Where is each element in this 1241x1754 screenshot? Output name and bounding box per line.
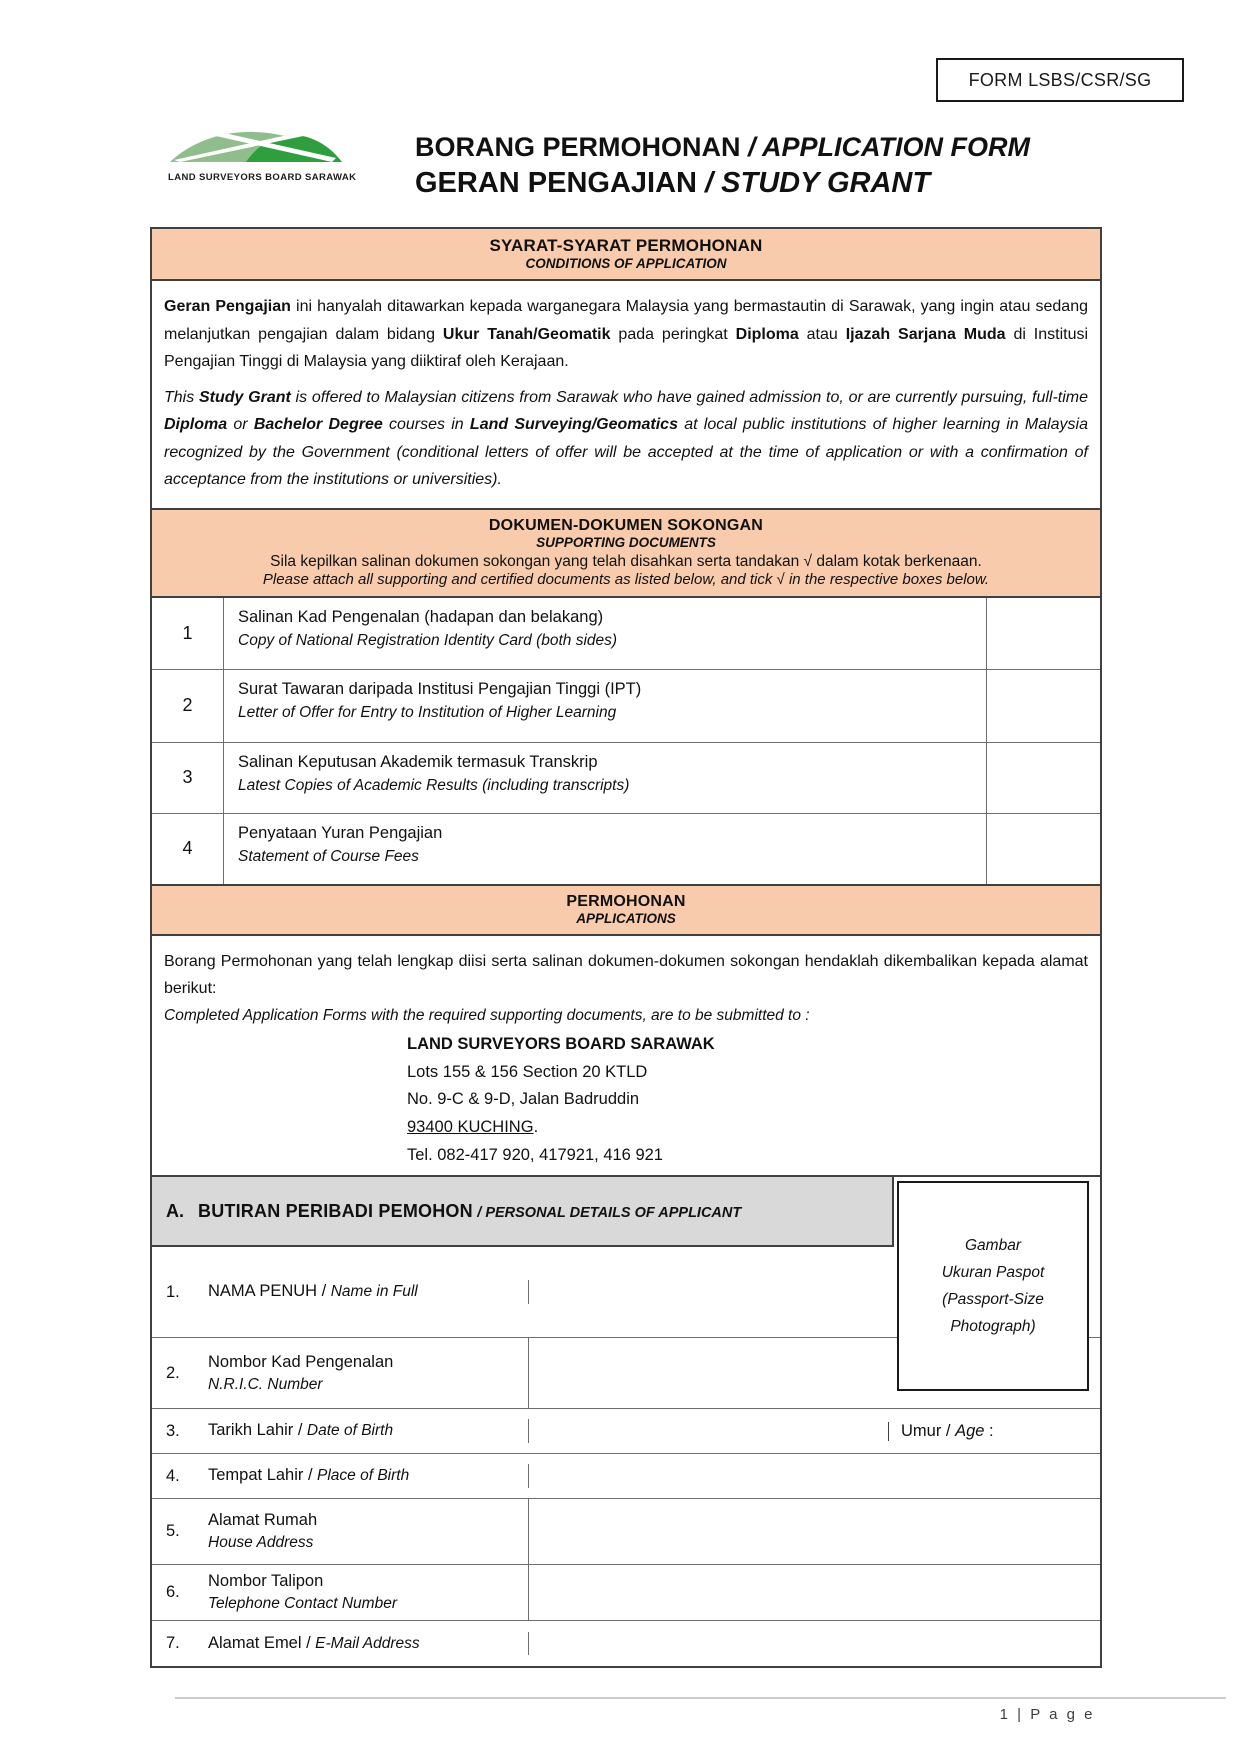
field-email-en: E-Mail Address	[315, 1634, 420, 1652]
field-email-number: 7.	[166, 1634, 180, 1652]
section-a-title	[198, 1201, 741, 1222]
field-row-house-address	[152, 1498, 1100, 1564]
documents-header-band	[152, 508, 1100, 596]
field-nric-label	[152, 1338, 529, 1408]
document-3-tick-box[interactable]	[987, 743, 1100, 813]
field-dob-number: 3.	[166, 1421, 180, 1440]
conditions-body	[152, 279, 1100, 508]
field-dob-ms: Tarikh Lahir /	[208, 1421, 303, 1440]
document-row-3	[152, 742, 1100, 813]
field-name-number: 1.	[166, 1282, 180, 1301]
field-house-address-text	[208, 1509, 317, 1554]
field-nric-number: 2.	[166, 1363, 180, 1382]
document-2-number: 2	[152, 670, 224, 742]
field-dob-text	[208, 1419, 393, 1442]
address-city-underlined: 93400 KUCHING	[407, 1117, 534, 1136]
documents-note-ms: Sila kepilkan salinan dokumen sokongan yang telah disahkan serta tandakan √ dalam kotak berkenaan.	[270, 552, 982, 570]
field-age-label: Umur / Age :	[901, 1421, 994, 1440]
title-line-1	[415, 130, 1030, 165]
address-city	[407, 1114, 1088, 1142]
field-pob-text	[208, 1464, 409, 1487]
address-line-1: Lots 155 & 156 Section 20 KTLD	[407, 1062, 648, 1081]
field-pob-number: 4.	[166, 1466, 180, 1485]
document-4-description	[224, 814, 987, 884]
field-email-ms: Alamat Emel /	[208, 1633, 311, 1652]
field-age-cell[interactable]	[888, 1422, 1100, 1441]
field-phone-ms: Nombor Talipon	[208, 1572, 324, 1591]
documents-note-en: Please attach all supporting and certified documents as listed below, and tick √ in the respective boxes below.	[262, 570, 990, 588]
passport-photo-box	[897, 1181, 1089, 1391]
document-1-number: 1	[152, 598, 224, 669]
document-3-number: 3	[152, 743, 224, 813]
applications-header-band	[152, 884, 1100, 934]
applications-header-en: APPLICATIONS	[576, 910, 676, 926]
document-1-label-ms: Salinan Kad Pengenalan (hadapan dan belakang)	[238, 607, 604, 626]
document-1-description	[224, 598, 987, 669]
document-4-label-ms: Penyataan Yuran Pengajian	[238, 823, 443, 842]
passport-photo-label: Gambar Ukuran Paspot (Passport-Size Photograph)	[941, 1236, 1045, 1336]
document-4-tick-box[interactable]	[987, 814, 1100, 884]
lsbs-logo-icon	[168, 118, 344, 170]
field-phone-number: 6.	[166, 1583, 180, 1601]
title-line1-ms: BORANG PERMOHONAN	[415, 132, 741, 162]
page-number: 1 | P a g e	[999, 1706, 1095, 1723]
document-row-2	[152, 669, 1100, 742]
section-a-title-en: / PERSONAL DETAILS OF APPLICANT	[477, 1204, 742, 1221]
document-3-description	[224, 743, 987, 813]
field-row-dob	[152, 1408, 1100, 1453]
field-row-phone	[152, 1564, 1100, 1620]
field-email-label	[152, 1632, 529, 1655]
submission-address	[407, 1031, 1088, 1197]
address-city-suffix: .	[533, 1117, 539, 1136]
field-house-address-ms: Alamat Rumah	[208, 1511, 318, 1530]
field-name-text	[208, 1280, 418, 1303]
field-dob-en: Date of Birth	[306, 1422, 394, 1440]
field-name-en: Name in Full	[330, 1283, 418, 1301]
title-line1-en: / APPLICATION FORM	[740, 132, 1031, 162]
footer-divider	[175, 1697, 1226, 1699]
conditions-header-band	[152, 229, 1100, 279]
conditions-paragraph-ms: Geran Pengajian ini hanyalah ditawarkan kepada warganegara Malaysia yang bermastautin di Sarawak, yang ingin atau sedang melanjutkan pengajian dalam bidang Ukur Tanah/Geomatik pada peringkat Diploma atau Ijazah Sarjana Muda di Institusi Pengajian Tinggi di Malaysia yang diiktiraf oleh Kerajaan.	[164, 298, 1089, 371]
field-email-text	[208, 1632, 420, 1655]
applications-paragraph-ms: Borang Permohonan yang telah lengkap diisi serta salinan dokumen-dokumen sokongan hendaklah dikembalikan kepada alamat berikut:	[164, 952, 1088, 997]
document-row-1	[152, 596, 1100, 669]
document-2-description	[224, 670, 987, 742]
field-phone-input[interactable]	[529, 1565, 1100, 1620]
field-house-address-input[interactable]	[529, 1499, 1100, 1564]
documents-header-en: SUPPORTING DOCUMENTS	[536, 534, 716, 550]
field-pob-en: Place of Birth	[317, 1467, 410, 1485]
field-name-label	[152, 1280, 529, 1303]
applications-body	[152, 934, 1100, 1213]
field-nric-ms: Nombor Kad Pengenalan	[208, 1352, 394, 1371]
lsbs-logo-caption: LAND SURVEYORS BOARD SARAWAK	[168, 172, 357, 183]
field-nric-en: N.R.I.C. Number	[208, 1375, 323, 1393]
section-a-title-ms: BUTIRAN PERIBADI PEMOHON	[198, 1200, 473, 1221]
conditions-paragraph-en: This Study Grant is offered to Malaysian citizens from Sarawak who have gained admission to, or are currently pursuing, full-time Diploma or Bachelor Degree courses in Land Surveying/Geomatics at local public institutions of higher learning in Malaysia recognized by the Government (conditional letters of offer will be accepted at the time of application or with a confirmation of acceptance from the institutions or universities).	[164, 388, 1089, 489]
lsbs-logo	[168, 118, 357, 183]
document-3-label-ms: Salinan Keputusan Akademik termasuk Transkrip	[238, 752, 598, 771]
field-dob-label	[152, 1419, 529, 1442]
field-row-pob	[152, 1453, 1100, 1498]
document-1-label-en: Copy of National Registration Identity Card (both sides)	[238, 631, 618, 649]
document-4-number: 4	[152, 814, 224, 884]
title-line2-en: / STUDY GRANT	[697, 167, 931, 200]
document-2-tick-box[interactable]	[987, 670, 1100, 742]
document-1-tick-box[interactable]	[987, 598, 1100, 669]
form-code-box	[936, 58, 1184, 102]
field-phone-label	[152, 1565, 529, 1620]
section-a-personal-details	[150, 1175, 1102, 1668]
applications-header-ms: PERMOHONAN	[566, 892, 686, 910]
field-pob-ms: Tempat Lahir /	[208, 1466, 313, 1485]
address-name: LAND SURVEYORS BOARD SARAWAK	[407, 1034, 715, 1053]
document-row-4	[152, 813, 1100, 884]
address-tel: Tel. 082-417 920, 417921, 416 921	[407, 1145, 663, 1164]
conditions-header-en: CONDITIONS OF APPLICATION	[525, 256, 727, 271]
section-a-letter: A.	[166, 1200, 184, 1221]
field-phone-en: Telephone Contact Number	[208, 1595, 397, 1613]
address-line-2: No. 9-C & 9-D, Jalan Badruddin	[407, 1090, 640, 1109]
field-house-address-label	[152, 1499, 529, 1564]
title-line-2	[415, 165, 1030, 203]
field-house-address-number: 5.	[166, 1522, 180, 1540]
section-a-header	[152, 1177, 894, 1247]
field-house-address-en: House Address	[208, 1534, 314, 1552]
applications-paragraph-en: Completed Application Forms with the required supporting documents, are to be submitted to :	[164, 1006, 810, 1024]
document-4-label-en: Statement of Course Fees	[238, 847, 419, 865]
field-row-email	[152, 1620, 1100, 1666]
document-2-label-en: Letter of Offer for Entry to Institution of Higher Learning	[238, 703, 617, 721]
main-content-stack	[150, 227, 1102, 1215]
document-2-label-ms: Surat Tawaran daripada Institusi Pengajian Tinggi (IPT)	[238, 679, 642, 698]
page-title	[415, 130, 1030, 203]
field-pob-label	[152, 1464, 529, 1487]
field-phone-text	[208, 1570, 397, 1615]
title-line2-ms: GERAN PENGAJIAN	[415, 167, 697, 200]
document-3-label-en: Latest Copies of Academic Results (including transcripts)	[238, 776, 630, 794]
field-name-ms: NAMA PENUH /	[208, 1282, 327, 1301]
form-code-text: FORM LSBS/CSR/SG	[968, 69, 1152, 90]
field-nric-text	[208, 1351, 393, 1396]
conditions-header-ms: SYARAT-SYARAT PERMOHONAN	[489, 236, 763, 255]
documents-header-ms: DOKUMEN-DOKUMEN SOKONGAN	[488, 516, 764, 534]
